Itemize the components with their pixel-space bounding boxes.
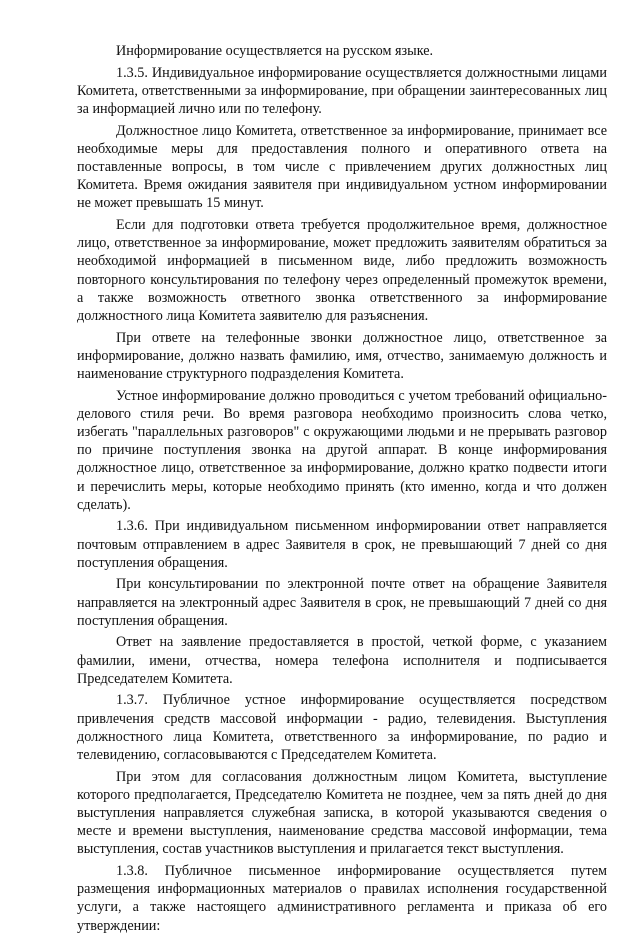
paragraph-email-consulting: При консультировании по электронной почте ответ на обращение Заявителя направляется на электронный адрес Заявителя в срок, не превышающий 7 дней со дня поступления обращения. xyxy=(77,576,607,629)
paragraph-long-answer: Если для подготовки ответа требуется продолжительное время, должностное лицо, ответственное за информирование, может предложить заявителям обратиться за необходимой информацией в письменном виде, либо предложить возможность повторного консультирования по телефону через определенный промежуток времени, а также возможность ответного звонка ответственного за информирование должностного лица Комитета заявителю для разъяснения. xyxy=(77,217,607,325)
paragraph-phone-calls: При ответе на телефонные звонки должностное лицо, ответственное за информирование, должно назвать фамилию, имя, отчество, занимаемую должность и наименование структурного подразделения Комитета. xyxy=(77,329,607,383)
paragraph-answer-form: Ответ на заявление предоставляется в простой, четкой форме, с указанием фамилии, имени, отчества, номера телефона исполнителя и подписывается Председателем Комитета. xyxy=(77,634,607,687)
paragraph-1-3-5: 1.3.5. Индивидуальное информирование осуществляется должностными лицами Комитета, ответственными за информирование, при обращении заинтересованных лиц за информацией лично или по телефону. xyxy=(77,64,607,117)
document-page xyxy=(77,42,607,938)
paragraph-official-measures: Должностное лицо Комитета, ответственное за информирование, принимает все необходимые меры для предоставления полного и оперативного ответа на поставленные вопросы, в том числе с привлечением других должностных лиц Комитета. Время ожидания заявителя при индивидуальном устном информировании не может превышать 15 минут. xyxy=(77,122,607,212)
paragraph-1-3-7: 1.3.7. Публичное устное информирование осуществляется посредством привлечения средств массовой информации - радио, телевидения. Выступления должностного лица Комитета, ответственного за информирование, по радио и телевидению, согласовываются с Председателем Комитета. xyxy=(77,692,607,764)
paragraph-1-3-6: 1.3.6. При индивидуальном письменном информировании ответ направляется почтовым отправлением в адрес Заявителя в срок, не превышающий 7 дней со дня поступления обращения. xyxy=(77,518,607,571)
paragraph-oral-style: Устное информирование должно проводиться с учетом требований официально-делового стиля речи. Во время разговора необходимо произносить слова четко, избегать "параллельных разговоров" с окружающими людьми и не прерывать разговор по причине поступления звонка на другой аппарат. В конце информирования должностное лицо, ответственное за информирование, должно кратко подвести итоги и перечислить меры, которые необходимо принять (кто именно, когда и что должен сделать). xyxy=(77,387,607,513)
paragraph-1-3-8: 1.3.8. Публичное письменное информирование осуществляется путем размещения информационных материалов о правилах исполнения государственной услуги, а также настоящего административного регламента и приказа об его утверждении: xyxy=(77,863,607,934)
paragraph-speech-approval: При этом для согласования должностным лицом Комитета, выступление которого предполагается, Председателю Комитета не позднее, чем за пять дней до дня выступления направляется служебная записка, в которой указываются сведения о месте и времени выступления, наименование средства массовой информации, тема выступления, состав участников выступления и прилагается текст выступления. xyxy=(77,768,607,858)
paragraph-language-note: Информирование осуществляется на русском языке. xyxy=(116,43,434,59)
